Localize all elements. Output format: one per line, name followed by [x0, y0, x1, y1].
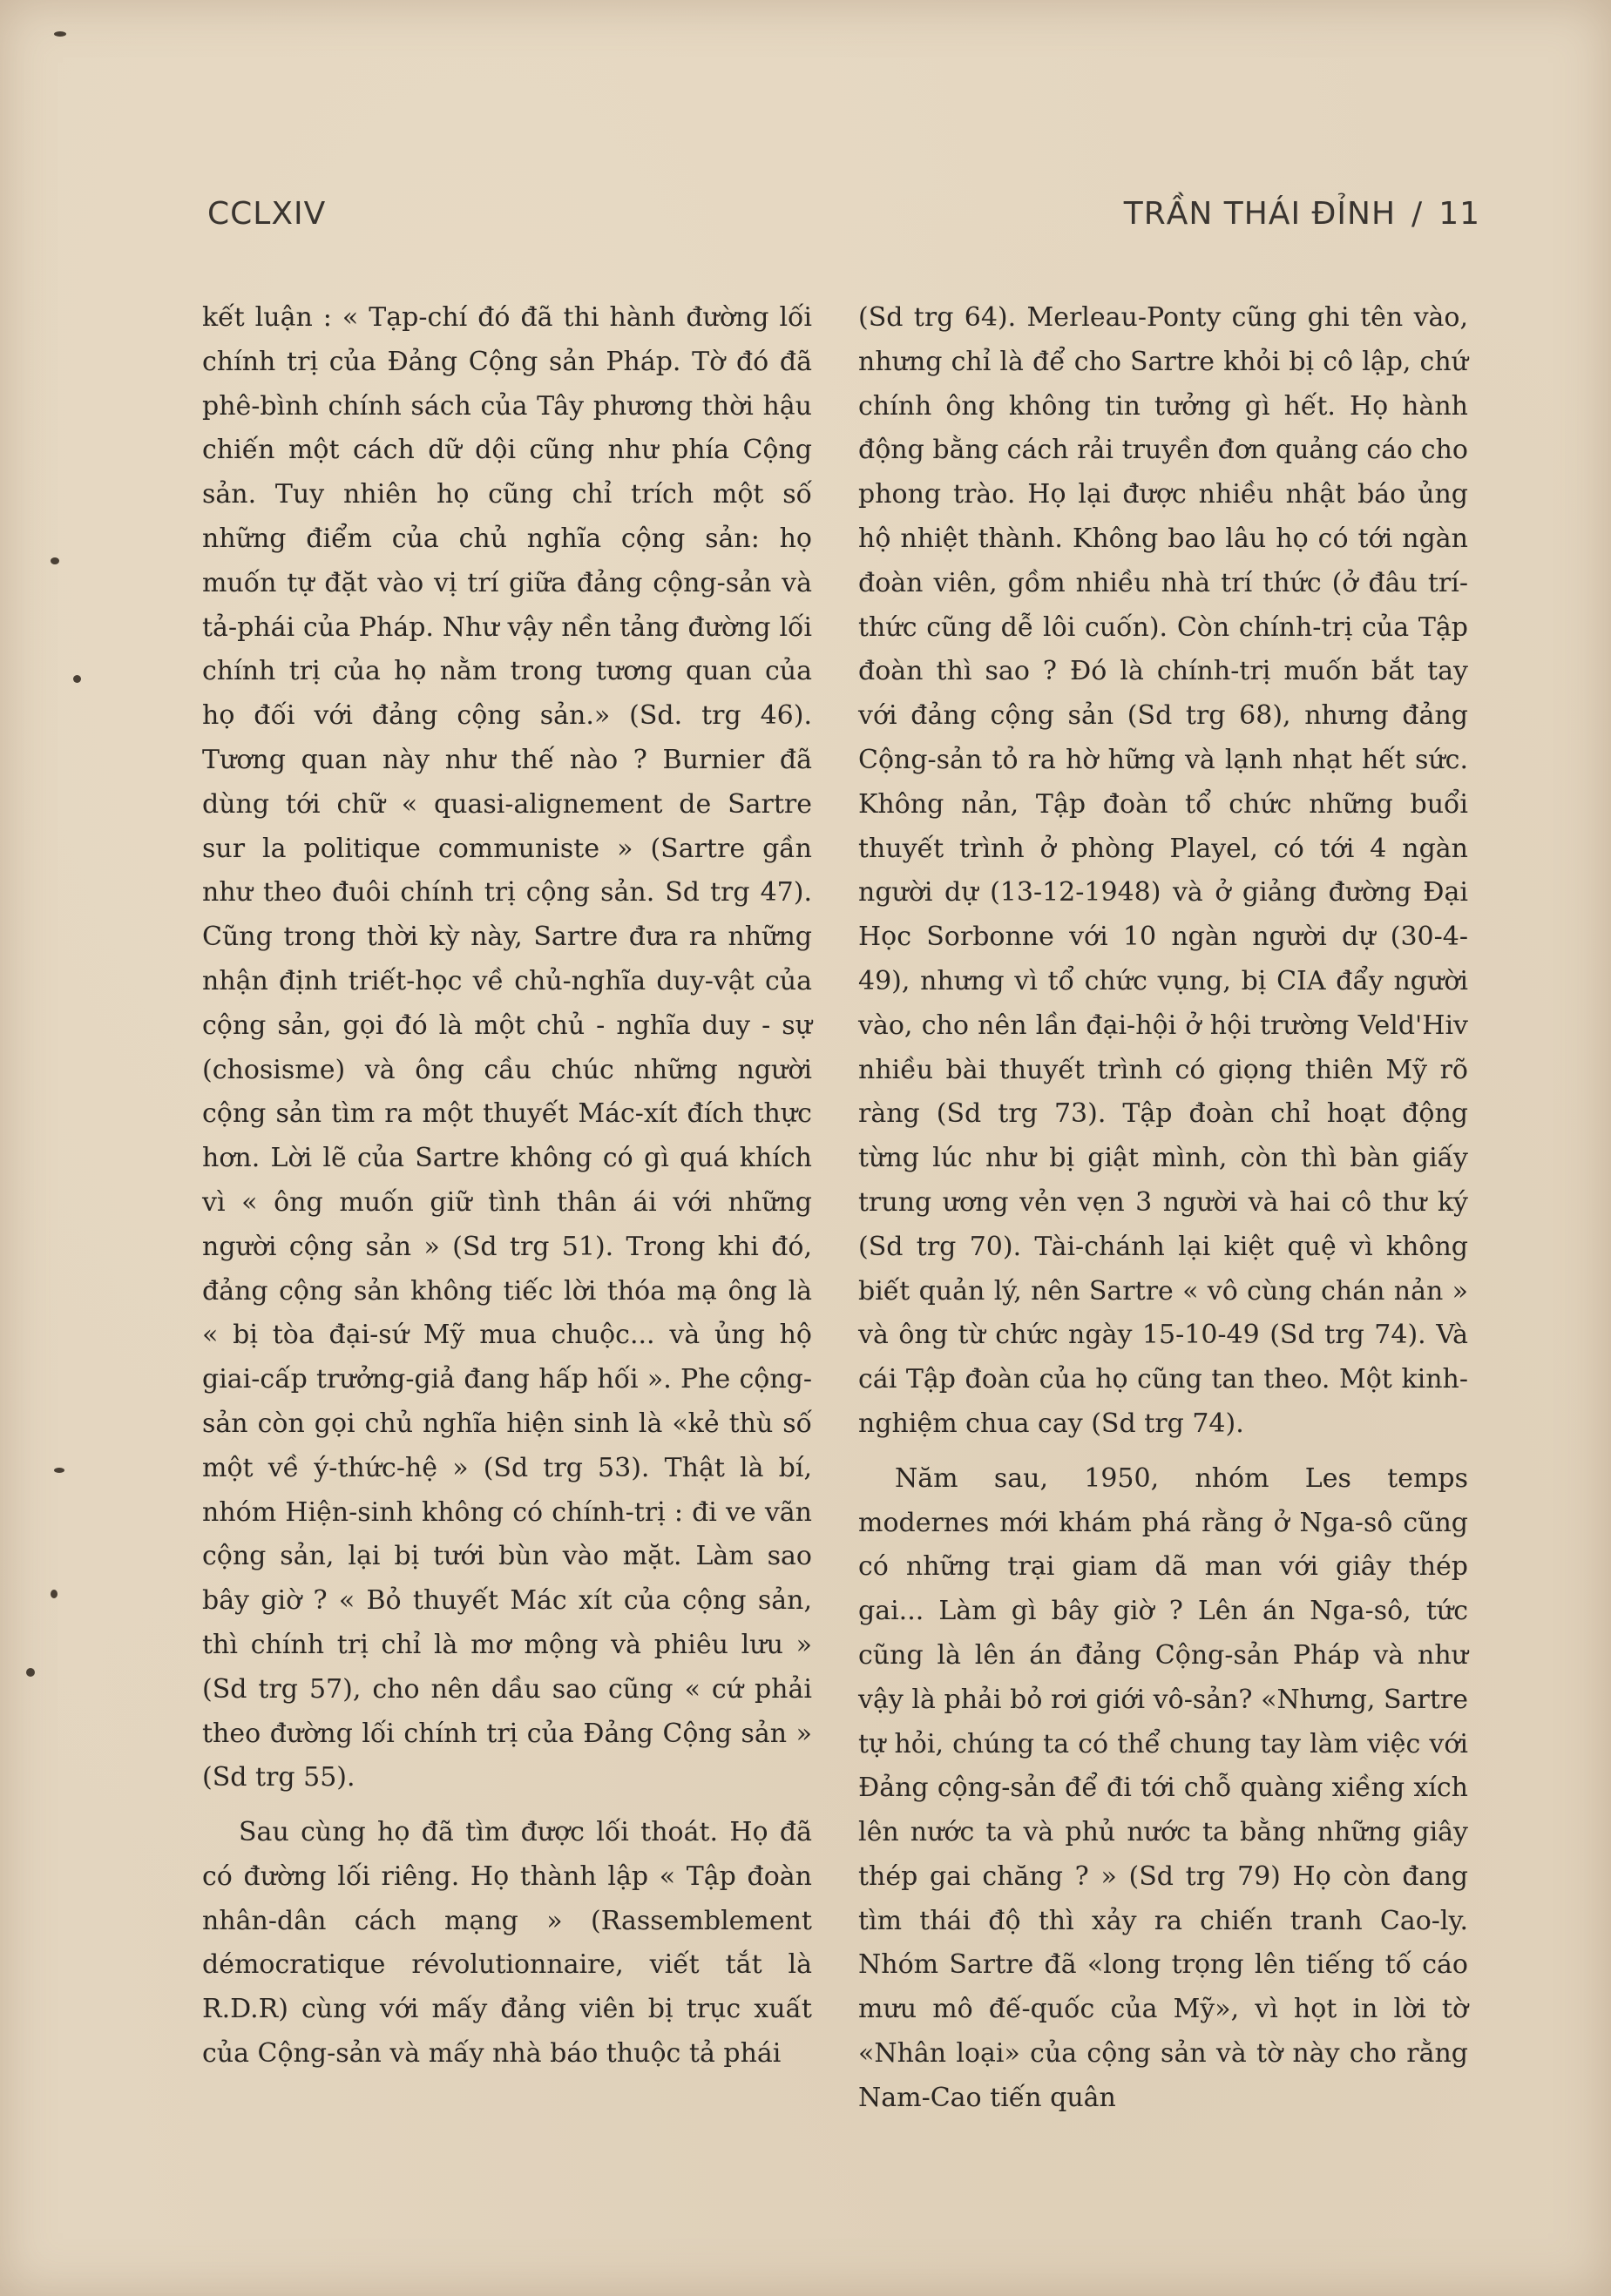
ink-speck [51, 1590, 58, 1598]
left-paragraph-2: Sau cùng họ đã tìm được lối thoát. Họ đã có đường lối riêng. Họ thành lập « Tập đoàn nhân-dân cách mạng » (Rassemblement démocratique révolutionnaire, viết tắt là R.D.R) cùng với mấy đảng viên bị trục xuất của Cộng-sản và mấy nhà báo thuộc tả phái [202, 1817, 812, 2070]
running-header [207, 196, 1480, 248]
ink-speck [54, 1468, 64, 1473]
left-paragraph-1: kết luận : « Tạp-chí đó đã thi hành đường lối chính trị của Đảng Cộng sản Pháp. Tờ đó đã phê-bình chính sách của Tây phương thời hậu chiến một cách dữ dội cũng như phía Cộng sản. Tuy nhiên họ cũng chỉ trích một số những điểm của chủ nghĩa cộng sản: họ muốn tự đặt vào vị trí giữa đảng cộng-sản và tả-phái của Pháp. Như vậy nền tảng đường lối chính trị của họ nằm trong tương quan của họ đối với đảng cộng sản.» (Sd. trg 46). Tương quan này như thế nào ? Burnier đã dùng tới chữ « quasi-alignement de Sartre sur la politique communiste » (Sartre gần như theo đuôi chính trị cộng sản. Sd trg 47). Cũng trong thời kỳ này, Sartre đưa ra những nhận định triết-học về chủ-nghĩa duy-vật của cộng sản, gọi đó là một chủ - nghĩa duy - sự (chosisme) và ông cầu chúc những người cộng sản tìm ra một thuyết Mác-xít đích thực hơn. Lời lẽ của Sartre không có gì quá khích vì « ông muốn giữ tình thân ái với những người cộng sản » (Sd trg 51). Trong khi đó, đảng cộng sản không tiếc lời thóa mạ ông là « bị tòa đại-sứ Mỹ mua chuộc... và ủng hộ giai-cấp trưởng-giả đang hấp hối ». Phe cộng-sản còn gọi chủ nghĩa hiện sinh là «kẻ thù số một về ý-thức-hệ » (Sd trg 53). Thật là bí, nhóm Hiện-sinh không có chính-trị : đi ve vãn cộng sản, lại bị tưới bùn vào mặt. Làm sao bây giờ ? « Bỏ thuyết Mác xít của cộng sản, thì chính trị chỉ là mơ mộng và phiêu lưu » (Sd trg 57), cho nên dầu sao cũng « cứ phải theo đường lối chính trị của Đảng Cộng sản » (Sd trg 55). [202, 302, 812, 1793]
left-column [202, 296, 812, 2077]
ink-speck [26, 1668, 35, 1677]
right-paragraph-1: (Sd trg 64). Merleau-Ponty cũng ghi tên vào, nhưng chỉ là để cho Sartre khỏi bị cô lập, chứ chính ông không tin tưởng gì hết. Họ hành động bằng cách rải truyền đơn quảng cáo cho phong trào. Họ lại được nhiều nhật báo ủng hộ nhiệt thành. Không bao lâu họ có tới ngàn đoàn viên, gồm nhiều nhà trí thức (ở đâu trí-thức cũng dễ lôi cuốn). Còn chính-trị của Tập đoàn thì sao ? Đó là chính-trị muốn bắt tay với đảng cộng sản (Sd trg 68), nhưng đảng Cộng-sản tỏ ra hờ hững và lạnh nhạt hết sức. Không nản, Tập đoàn tổ chức những buổi thuyết trình ở phòng Playel, có tới 4 ngàn người dự (13-12-1948) và ở giảng đường Đại Học Sorbonne với 10 ngàn người dự (30-4-49), nhưng vì tổ chức vụng, bị CIA đẩy người vào, cho nên lần đại-hội ở hội trường Veld'Hiv nhiều bài thuyết trình có giọng thiên Mỹ rõ ràng (Sd trg 73). Tập đoàn chỉ hoạt động từng lúc như bị giật mình, còn thì bàn giấy trung ương vẻn vẹn 3 người và hai cô thư ký (Sd trg 70). Tài-chánh lại kiệt quệ vì không biết quản lý, nên Sartre « vô cùng chán nản » và ông từ chức ngày 15-10-49 (Sd trg 74). Và cái Tập đoàn của họ cũng tan theo. Một kinh-nghiệm chua cay (Sd trg 74). [858, 302, 1468, 1439]
header-separator: / [1411, 196, 1424, 232]
ink-speck [51, 557, 59, 564]
book-code: CCLXIV [207, 196, 327, 232]
ink-speck [73, 675, 81, 683]
page-number: 11 [1438, 196, 1480, 232]
right-paragraph-2: Năm sau, 1950, nhóm Les temps modernes mới khám phá rằng ở Nga-sô cũng có những trại giam dã man với giây thép gai... Làm gì bây giờ ? Lên án Nga-sô, tức cũng là lên án đảng Cộng-sản Pháp và như vậy là phải bỏ rơi giới vô-sản? «Nhưng, Sartre tự hỏi, chúng ta có thể chung tay làm việc với Đảng cộng-sản để đi tới chỗ quàng xiềng xích lên nước ta và phủ nước ta bằng những giây thép gai chăng ? » (Sd trg 79) Họ còn đang tìm thái độ thì xảy ra chiến tranh Cao-ly. Nhóm Sartre đã «long trọng lên tiếng tố cáo mưu mô đế-quốc của Mỹ», vì họt in lời tờ «Nhân loại» của cộng sản và tờ này cho rằng Nam-Cao tiến quân [858, 1462, 1468, 2113]
author-name: TRẦN THÁI ĐỈNH [1123, 196, 1397, 232]
header-right [1124, 196, 1480, 232]
right-column [858, 296, 1468, 2121]
ink-speck [54, 31, 66, 37]
